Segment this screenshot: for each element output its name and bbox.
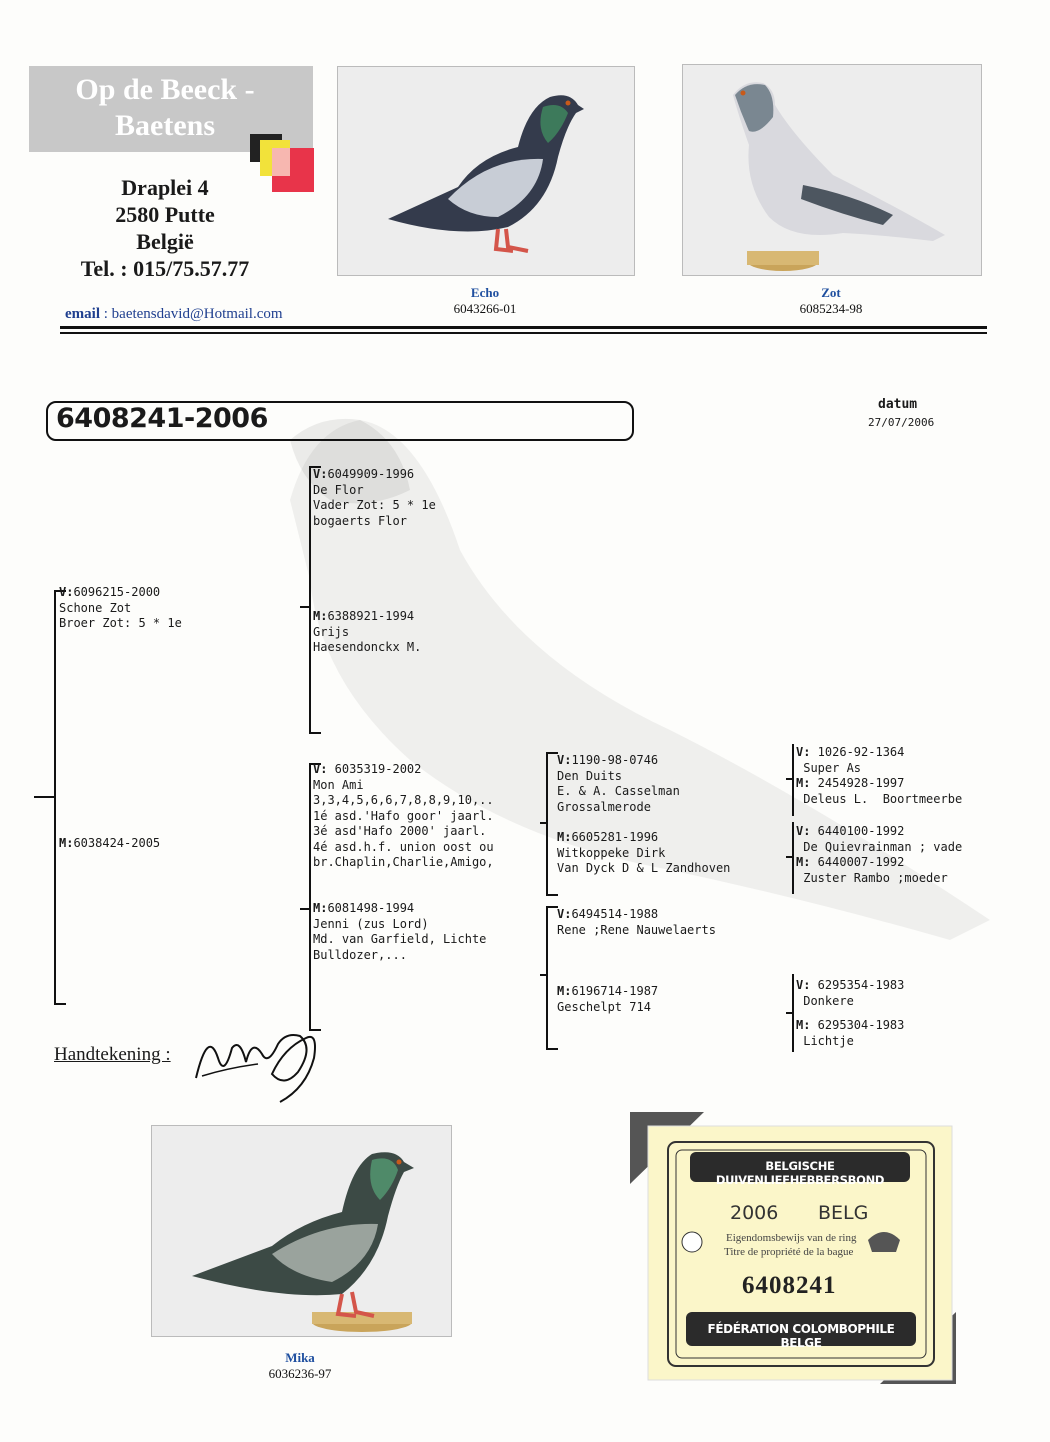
sire-tag: V: bbox=[313, 467, 328, 481]
photo-caption-ring: 6085234-98 bbox=[799, 301, 863, 316]
certificate-ring-number: 6408241 bbox=[742, 1272, 837, 1299]
sire-tag: V: bbox=[557, 753, 572, 767]
pedigree-father-mother bbox=[313, 609, 421, 656]
pigeon-entry-text: 6049909-1996 De Flor Vader Zot: 5 * 1e bogaerts Flor bbox=[313, 467, 436, 528]
dam-tag: M: bbox=[796, 855, 811, 869]
dam-tag: M: bbox=[313, 609, 328, 623]
photo-echo bbox=[337, 66, 635, 276]
pigeon-entry-text: 2454928-1997 Deleus L. Boortmeerbe bbox=[803, 776, 963, 806]
address-street: Draplei 4 bbox=[121, 175, 209, 200]
pigeon-entry-text: 6295354-1983 Donkere bbox=[803, 978, 905, 1008]
email-line bbox=[65, 306, 283, 323]
pedigree-mf-mother bbox=[557, 830, 730, 877]
pigeon-entry-text: 1026-92-1364 Super As bbox=[803, 745, 905, 775]
photo-caption-name: Mika bbox=[285, 1350, 315, 1365]
pigeon-entry-text: 6494514-1988 Rene ;Rene Nauwelaerts bbox=[557, 907, 716, 937]
sire-tag: V: bbox=[557, 907, 572, 921]
pigeon-entry-text: 6440100-1992 De Quievrainman ; vade bbox=[803, 824, 963, 854]
pedigree-mfm-father bbox=[796, 824, 962, 855]
pedigree-mother bbox=[59, 836, 160, 852]
pigeon-mika-image bbox=[152, 1126, 451, 1336]
email-address[interactable]: : baetensdavid@Hotmail.com bbox=[100, 306, 283, 322]
dam-tag: M: bbox=[557, 984, 572, 998]
dam-tag: M: bbox=[557, 830, 572, 844]
certificate-country: BELG bbox=[818, 1202, 869, 1224]
header-divider bbox=[60, 326, 987, 329]
pigeon-entry-text: 6038424-2005 bbox=[73, 836, 161, 850]
ring-number: 6408241-2006 bbox=[56, 403, 268, 434]
certificate-org-top: BELGISCHE DUIVENLIEFHEBBERSBOND bbox=[715, 1159, 885, 1187]
pedigree-father bbox=[59, 585, 182, 632]
ring-certificate bbox=[630, 1112, 956, 1384]
photo-zot bbox=[682, 64, 982, 276]
pedigree-mother-mother bbox=[313, 901, 486, 963]
sire-tag: V: bbox=[313, 762, 328, 776]
pigeon-zot-image bbox=[683, 65, 981, 275]
certificate-org-bottom: FÉDÉRATION COLOMBOPHILE BELGE bbox=[707, 1322, 895, 1350]
photo-caption-ring: 6036236-97 bbox=[268, 1366, 332, 1381]
certificate-line-nl: Eigendomsbewijs van de ring bbox=[726, 1232, 857, 1244]
sire-tag: V: bbox=[796, 824, 811, 838]
pigeon-echo-image bbox=[338, 67, 634, 275]
pedigree-mfm-mother bbox=[796, 855, 948, 886]
pedigree-mf-father bbox=[557, 753, 680, 815]
brand-line-1: Op de Beeck - bbox=[75, 73, 255, 106]
signature-label: Handtekening : bbox=[54, 1044, 171, 1065]
pedigree-mm-father bbox=[557, 907, 716, 938]
dam-tag: M: bbox=[313, 901, 328, 915]
email-label: email bbox=[65, 306, 100, 322]
header-divider bbox=[60, 332, 987, 334]
address-block bbox=[50, 174, 280, 282]
pedigree-father-father bbox=[313, 467, 436, 529]
address-country: België bbox=[136, 229, 194, 254]
dam-tag: M: bbox=[59, 836, 74, 850]
pigeon-entry-text: 6081498-1994 Jenni (zus Lord) Md. van Garfield, Lichte Bulldozer,... bbox=[313, 901, 487, 962]
photo-caption-ring: 6043266-01 bbox=[453, 301, 517, 316]
phone-number: Tel. : 015/75.57.77 bbox=[80, 256, 250, 281]
pedigree-mff-father bbox=[796, 745, 904, 776]
sire-tag: V: bbox=[59, 585, 74, 599]
certificate-year: 2006 bbox=[730, 1202, 779, 1224]
pigeon-entry-text: 6035319-2002 Mon Ami 3,3,4,5,6,6,7,8,8,9,10,.. 1é asd.'Hafo goor' jaarl. 3é asd'Hafo 2000' jaarl. 4é asd.h.f. union oost ou br.Chaplin,Charlie,Amigo, bbox=[313, 762, 494, 869]
pedigree-mother-father bbox=[313, 762, 494, 871]
pigeon-entry-text: 6295304-1983 Lichtje bbox=[803, 1018, 905, 1048]
pedigree-mff-mother bbox=[796, 776, 962, 807]
date-value: 27/07/2006 bbox=[868, 416, 935, 429]
pigeon-entry-text: 6440007-1992 Zuster Rambo ;moeder bbox=[803, 855, 948, 885]
photo-mika bbox=[151, 1125, 452, 1337]
photo-caption-name: Zot bbox=[821, 285, 841, 300]
pigeon-entry-text: 6388921-1994 Grijs Haesendonckx M. bbox=[313, 609, 422, 654]
pedigree-mm-mother bbox=[557, 984, 658, 1015]
address-city: 2580 Putte bbox=[115, 202, 215, 227]
sire-tag: V: bbox=[796, 978, 811, 992]
pigeon-entry-text: 6096215-2000 Schone Zot Broer Zot: 5 * 1e bbox=[59, 585, 182, 630]
pigeon-entry-text: 6605281-1996 Witkoppeke Dirk Van Dyck D & L Zandhoven bbox=[557, 830, 731, 875]
photo-caption-name: Echo bbox=[470, 285, 500, 300]
pedigree-mmm-father bbox=[796, 978, 904, 1009]
dam-tag: M: bbox=[796, 1018, 811, 1032]
pigeon-entry-text: 6196714-1987 Geschelpt 714 bbox=[557, 984, 659, 1014]
pigeon-entry-text: 1190-98-0746 Den Duits E. & A. Casselman Grossalmerode bbox=[557, 753, 680, 814]
sire-tag: V: bbox=[796, 745, 811, 759]
brand-line-2: Baetens bbox=[115, 109, 215, 142]
certificate-line-fr: Titre de propriété de la bague bbox=[724, 1246, 854, 1258]
signature-icon bbox=[188, 1018, 328, 1108]
dam-tag: M: bbox=[796, 776, 811, 790]
date-label: datum bbox=[878, 397, 918, 412]
pedigree-mmm-mother bbox=[796, 1018, 904, 1049]
